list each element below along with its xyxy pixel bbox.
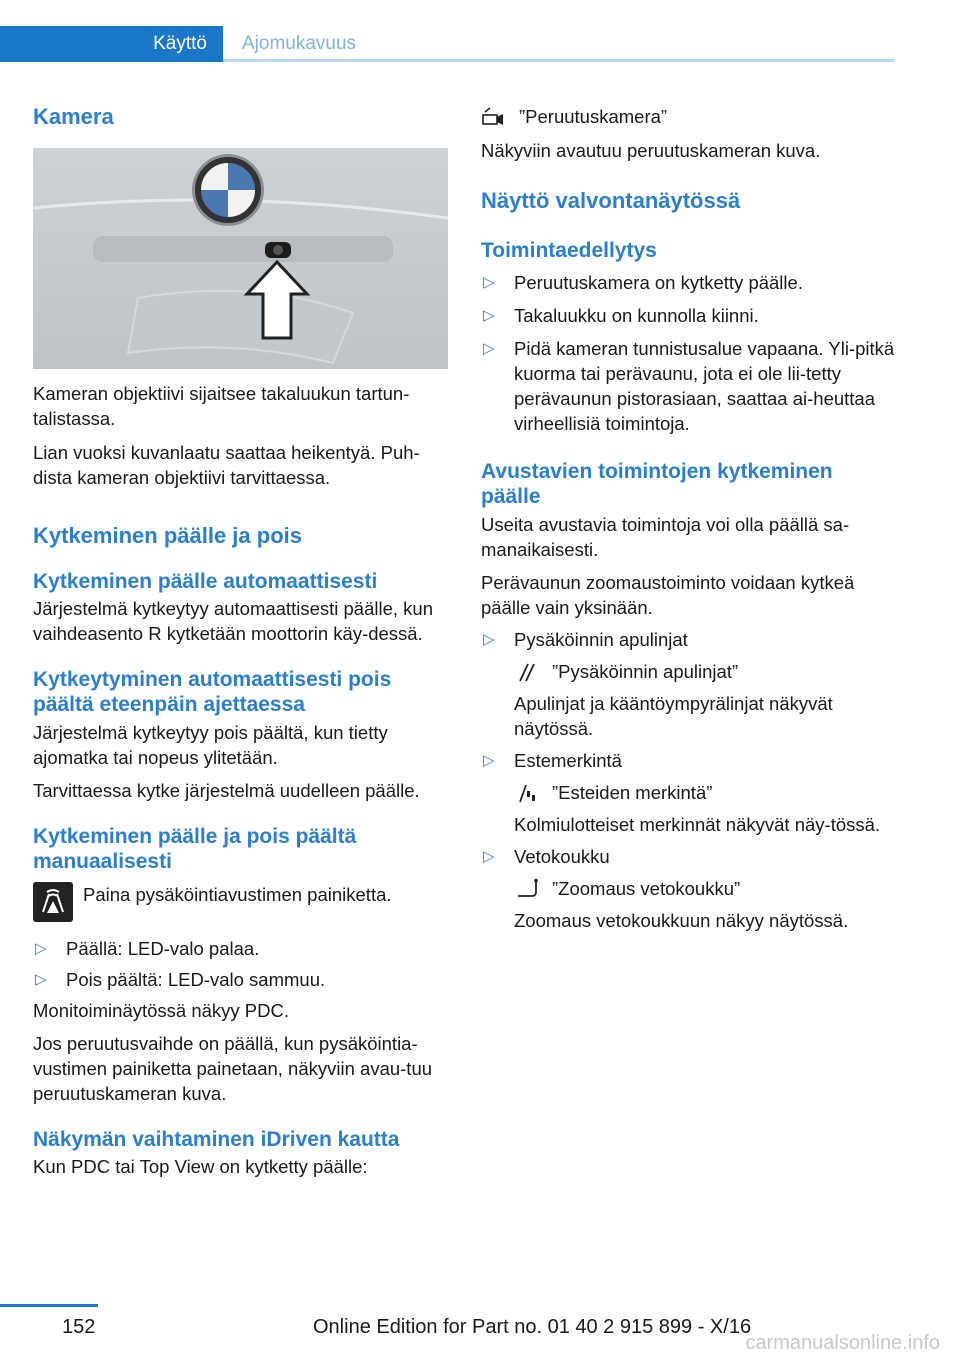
feature-label: ”Esteiden merkintä” bbox=[552, 782, 713, 803]
paragraph-idrive: Kun PDC tai Top View on kytketty päälle: bbox=[33, 1156, 368, 1177]
press-button-row bbox=[33, 882, 448, 922]
footer-divider bbox=[0, 1304, 98, 1307]
right-column bbox=[481, 100, 896, 933]
tab-ajomukavuus[interactable] bbox=[242, 26, 356, 62]
list-item bbox=[481, 627, 896, 741]
list-item-text: Pois päältä: LED-valo sammuu. bbox=[66, 969, 326, 990]
paragraph-zoom-only: Perävaunun zoomaustoiminto voidaan kytkeä päälle vain yksinään. bbox=[481, 572, 855, 618]
paragraph-clean-lens: Lian vuoksi kuvanlaatu saattaa heikentyä. Puh-dista kameran objektiivi tarvittaessa. bbox=[33, 442, 420, 488]
heading-auto-off: Kytkeytyminen automaattisesti pois päältä eteenpäin ajettaessa bbox=[33, 668, 392, 716]
triangle-bullet-icon: ▷ bbox=[35, 971, 47, 988]
paragraph-reverse: Jos peruutusvaihde on päällä, kun pysäköintia-vustimen painiketta painetaan, näkyviin avau-tuu peruutuskameran kuva. bbox=[33, 1033, 433, 1104]
heading-toimintaedellytys: Toimintaedellytys bbox=[481, 239, 657, 262]
triangle-bullet-icon: ▷ bbox=[483, 848, 495, 865]
list-item-text: Peruutuskamera on kytketty päälle. bbox=[514, 272, 803, 293]
paragraph-auto-on: Järjestelmä kytkeytyy automaattisesti päälle, kun vaihdeasento R kytketään moottorin käy-dessä. bbox=[33, 598, 433, 644]
heading-avustavat: Avustavien toimintojen kytkeminen päälle bbox=[481, 460, 833, 508]
parking-lines-icon bbox=[514, 661, 542, 683]
list-item bbox=[33, 936, 448, 961]
left-column bbox=[33, 100, 448, 1179]
heading-auto-on: Kytkeminen päälle automaattisesti bbox=[33, 570, 378, 593]
paragraph-reverse-image: Näkyviin avautuu peruutuskameran kuva. bbox=[481, 140, 821, 161]
feature-description: Kolmiulotteiset merkinnät näkyvät näy-tössä. bbox=[514, 814, 881, 835]
heading-manual: Kytkeminen päälle ja pois päältä manuaalisesti bbox=[33, 825, 357, 873]
feature-option bbox=[514, 876, 896, 901]
tailgate-illustration bbox=[33, 148, 448, 369]
triangle-bullet-icon: ▷ bbox=[483, 274, 495, 291]
list-item bbox=[481, 844, 896, 933]
feature-label: ”Pysäköinnin apulinjat” bbox=[552, 661, 739, 682]
list-item-text: Takaluukku on kunnolla kiinni. bbox=[514, 305, 759, 326]
feature-label: ”Zoomaus vetokoukku” bbox=[552, 878, 741, 899]
heading-kamera: Kamera bbox=[33, 104, 114, 129]
triangle-bullet-icon: ▷ bbox=[483, 631, 495, 648]
paragraph-pdc: Monitoiminäytössä näkyy PDC. bbox=[33, 1000, 290, 1021]
paragraph-objective-location: Kameran objektiivi sijaitsee takaluukun tartun-talistassa. bbox=[33, 383, 410, 429]
heading-naytto: Näyttö valvontanäytössä bbox=[481, 188, 741, 213]
watermark: carmanualsonline.info bbox=[745, 1332, 940, 1354]
feature-description: Zoomaus vetokoukkuun näkyy näytössä. bbox=[514, 910, 849, 931]
heading-kytkeminen: Kytkeminen päälle ja pois bbox=[33, 523, 302, 548]
reverse-camera-icon bbox=[481, 106, 509, 128]
triangle-bullet-icon: ▷ bbox=[483, 340, 495, 357]
paragraph-multiple: Useita avustavia toimintoja voi olla päällä sa-manaikaisesti. bbox=[481, 514, 850, 560]
tow-hook-icon bbox=[514, 878, 542, 900]
list-item-text: Päällä: LED-valo palaa. bbox=[66, 938, 260, 959]
list-item bbox=[481, 336, 896, 436]
list-item bbox=[481, 270, 896, 295]
paragraph-restart: Tarvittaessa kytke järjestelmä uudelleen päälle. bbox=[33, 780, 420, 801]
list-item bbox=[33, 967, 448, 992]
camera-photo bbox=[33, 148, 448, 369]
paragraph-press-button: Paina pysäköintiavustimen painiketta. bbox=[83, 884, 392, 905]
page-number: 152 bbox=[62, 1316, 96, 1338]
obstacle-marking-icon bbox=[514, 782, 542, 804]
heading-idrive: Näkymän vaihtaminen iDriven kautta bbox=[33, 1128, 400, 1151]
tab-kaytto-label: Käyttö bbox=[153, 33, 207, 54]
triangle-bullet-icon: ▷ bbox=[483, 752, 495, 769]
list-item-text: Pidä kameran tunnistusalue vapaana. Yli-pitkä kuorma tai perävaunu, jota ei ole lii-tetty perävaunun pistorasiaan, saattaa ai-heuttaa virheellisiä toimintoja. bbox=[514, 338, 895, 434]
triangle-bullet-icon: ▷ bbox=[483, 307, 495, 324]
reverse-camera-option bbox=[481, 104, 896, 129]
feature-title: Estemerkintä bbox=[514, 750, 622, 771]
triangle-bullet-icon: ▷ bbox=[35, 940, 47, 957]
led-status-list bbox=[33, 936, 448, 992]
feature-title: Pysäköinnin apulinjat bbox=[514, 629, 688, 650]
feature-option bbox=[514, 659, 896, 684]
feature-description: Apulinjat ja kääntöympyrälinjat näkyvät näytössä. bbox=[514, 693, 833, 739]
tab-kaytto[interactable] bbox=[0, 26, 223, 62]
list-item bbox=[481, 748, 896, 837]
conditions-list bbox=[481, 270, 896, 436]
reverse-camera-label: ”Peruutuskamera” bbox=[519, 106, 668, 127]
feature-option bbox=[514, 780, 896, 805]
edition-text: Online Edition for Part no. 01 40 2 915 899 - X/16 bbox=[313, 1316, 752, 1338]
features-list bbox=[481, 627, 896, 933]
feature-title: Vetokoukku bbox=[514, 846, 610, 867]
tab-ajomukavuus-label: Ajomukavuus bbox=[242, 33, 357, 54]
parking-assist-button-icon bbox=[33, 882, 73, 922]
header-divider bbox=[223, 59, 895, 62]
list-item bbox=[481, 303, 896, 328]
paragraph-auto-off: Järjestelmä kytkeytyy pois päältä, kun tietty ajomatka tai nopeus ylitetään. bbox=[33, 722, 388, 768]
